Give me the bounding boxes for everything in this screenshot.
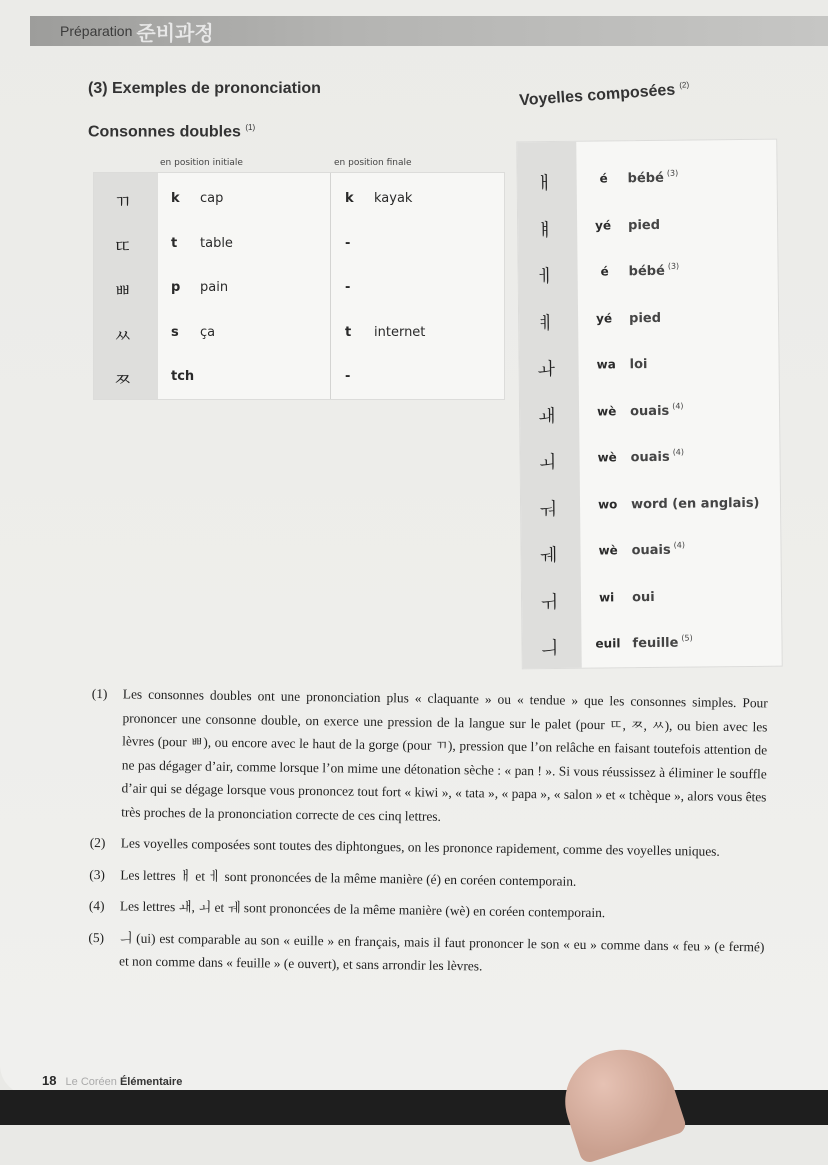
footnote bbox=[89, 862, 765, 895]
consonant-row bbox=[94, 315, 504, 355]
vowel-row bbox=[519, 299, 778, 342]
jamo-letter: ㅙ bbox=[538, 405, 556, 427]
romanization: wa bbox=[596, 357, 616, 372]
jamo-letter: ㄲ bbox=[114, 192, 132, 213]
footnote bbox=[89, 894, 765, 927]
footnote-ref: (2) bbox=[679, 80, 690, 90]
example-text: loi bbox=[629, 357, 648, 373]
romanization: yé bbox=[595, 217, 612, 233]
initial-romanization: k bbox=[171, 191, 180, 206]
initial-romanization: t bbox=[171, 235, 178, 251]
romanization: é bbox=[600, 264, 609, 279]
consonants-title bbox=[88, 123, 255, 141]
example-word bbox=[628, 217, 660, 232]
romanization: é bbox=[599, 171, 608, 186]
example-text: pied bbox=[629, 310, 662, 326]
page-footer bbox=[42, 1073, 182, 1088]
romanization: wi bbox=[598, 589, 615, 605]
jamo-letter: ㅆ bbox=[114, 325, 132, 347]
example-text: bébé bbox=[628, 263, 665, 280]
example-word bbox=[630, 447, 685, 466]
footnote-text: ㅢ (ui) est comparable au son « euille » en français, mais il faut prononcer le son « eu » comme dans « feu » (e fermé) et non comme dans « feuille » (e ouvert), et sans arrondir les lèvres. bbox=[119, 929, 765, 974]
footnote-number: (3) bbox=[89, 866, 106, 882]
footnote-ref: (4) bbox=[672, 401, 684, 411]
final-example: kayak bbox=[374, 191, 413, 206]
jamo-letter: ㅞ bbox=[539, 544, 558, 567]
example-text: pied bbox=[628, 217, 661, 233]
initial-romanization: s bbox=[171, 324, 179, 340]
chapter-label: Préparation bbox=[60, 23, 133, 39]
example-text: feuille bbox=[632, 635, 679, 652]
romanization: wè bbox=[596, 403, 617, 419]
example-word bbox=[630, 357, 648, 372]
jamo-letter: ㅒ bbox=[536, 219, 554, 241]
consonant-row bbox=[94, 226, 504, 266]
vowels-title bbox=[519, 80, 690, 110]
example-word bbox=[632, 633, 693, 652]
example-text: ouais bbox=[629, 403, 670, 419]
final-romanization: - bbox=[345, 235, 351, 251]
consonants-table bbox=[93, 172, 505, 400]
final-romanization: - bbox=[345, 369, 351, 384]
footnote-ref: (5) bbox=[681, 633, 693, 643]
consonants-title-text: Consonnes doubles bbox=[88, 123, 241, 141]
jamo-letter: ㅐ bbox=[535, 172, 554, 195]
initial-example: pain bbox=[200, 280, 229, 295]
page-number: 18 bbox=[42, 1073, 57, 1088]
footnote-text: Les voyelles composées sont toutes des diphtongues, on les prononce rapidement, comme des voyelles uniques. bbox=[120, 835, 720, 859]
example-text: bébé bbox=[627, 170, 664, 187]
footnote bbox=[90, 682, 768, 832]
footnote-ref: (4) bbox=[673, 540, 686, 550]
section-title: (3) Exemples de prononciation bbox=[88, 80, 321, 97]
example-word bbox=[628, 261, 680, 280]
footnote bbox=[88, 925, 765, 981]
column-header-final: en position finale bbox=[334, 158, 412, 168]
example-word bbox=[631, 540, 686, 559]
chapter-label-korean: 준비과정 bbox=[136, 20, 214, 45]
jamo-letter: ㅘ bbox=[537, 358, 556, 381]
example-text: word (en anglais) bbox=[630, 495, 760, 512]
footnote-number: (4) bbox=[88, 897, 105, 914]
vowel-row bbox=[518, 253, 777, 296]
footnote-number: (1) bbox=[91, 685, 108, 702]
background bbox=[0, 1090, 828, 1125]
final-romanization: t bbox=[345, 324, 352, 340]
book-title-light: Le Coréen bbox=[65, 1076, 117, 1088]
romanization: wè bbox=[597, 450, 617, 465]
vowel-row bbox=[517, 160, 776, 203]
footnote-ref: (4) bbox=[672, 447, 685, 457]
initial-example: table bbox=[200, 235, 233, 251]
footnote-text: Les lettres ㅙ, ㅚ et ㅞ sont prononcées de la même manière (wè) en coréen contemporain. bbox=[119, 898, 606, 921]
footnote-ref: (1) bbox=[245, 123, 256, 132]
vowels-table bbox=[516, 139, 783, 670]
footnote-ref: (3) bbox=[667, 261, 680, 271]
vowel-row bbox=[521, 485, 780, 528]
vowel-row bbox=[520, 439, 779, 482]
consonant-row bbox=[94, 359, 504, 399]
example-word bbox=[632, 589, 655, 604]
final-example: internet bbox=[374, 324, 426, 340]
example-text: oui bbox=[631, 589, 655, 605]
final-romanization: k bbox=[345, 191, 354, 206]
romanization: yé bbox=[596, 310, 613, 326]
romanization: wè bbox=[598, 543, 618, 558]
vowel-row bbox=[519, 346, 778, 389]
jamo-letter: ㄸ bbox=[114, 236, 132, 258]
initial-example: cap bbox=[200, 191, 224, 206]
consonant-row bbox=[94, 181, 504, 221]
example-word bbox=[629, 310, 661, 325]
vowel-row bbox=[522, 625, 781, 668]
jamo-letter: ㅔ bbox=[536, 265, 555, 288]
footnote-text: Les lettres ㅐ et ㅔ sont prononcées de la même manière (é) en coréen contemporain. bbox=[120, 866, 577, 889]
jamo-letter: ㅢ bbox=[540, 637, 559, 660]
consonant-row bbox=[94, 270, 504, 310]
footnote-text: Les consonnes doubles ont une prononciation plus « claquante » ou « tendue » que les consonnes simples. Pour prononcer une consonne double, on exerce une pression de la langue sur le palet (pour ㄸ, ㅉ, ㅆ), ou bien avec les lèvres (pour ㅃ), ou encore avec le haut de la gorge (pour ㄲ), pression que l’on relâche en faisant toutefois attention de ne pas dégager d’air, comme lorsque l’on mime une détonation sèche : « pan ! ». Si vous réussissez à éliminer le souffle d’air qui se dégage lorsque vous prononcez tout fort « kiwi », « tata », « papa », « salon » et « tchèque », alors vous êtes très proches de la prononciation correcte de ces cinq lettres. bbox=[121, 686, 768, 824]
vowel-row bbox=[518, 206, 777, 249]
jamo-letter: ㅉ bbox=[114, 370, 132, 391]
vowel-row bbox=[522, 578, 781, 621]
jamo-letter: ㅚ bbox=[538, 451, 557, 474]
initial-example: ça bbox=[200, 324, 216, 340]
vowel-row bbox=[521, 532, 780, 575]
footnote bbox=[90, 831, 766, 864]
romanization: wo bbox=[597, 496, 618, 512]
footnotes bbox=[88, 682, 768, 990]
book-title-bold: Élémentaire bbox=[119, 1076, 183, 1088]
example-word bbox=[631, 495, 760, 511]
column-header-initial: en position initiale bbox=[160, 158, 243, 168]
footnote-number: (2) bbox=[89, 834, 106, 851]
vowel-row bbox=[520, 392, 779, 435]
vowels-title-text: Voyelles composées bbox=[518, 81, 676, 110]
jamo-letter: ㅖ bbox=[537, 312, 555, 334]
jamo-letter: ㅝ bbox=[538, 498, 557, 520]
example-word bbox=[630, 403, 684, 419]
romanization: euil bbox=[595, 636, 621, 651]
initial-romanization: p bbox=[171, 280, 181, 295]
example-text: ouais bbox=[630, 449, 670, 466]
example-text: ouais bbox=[631, 542, 671, 559]
jamo-letter: ㅃ bbox=[114, 281, 132, 302]
chapter-header bbox=[30, 16, 828, 46]
initial-romanization: tch bbox=[171, 369, 195, 384]
final-romanization: - bbox=[345, 280, 351, 295]
footnote-ref: (3) bbox=[666, 168, 679, 178]
example-word bbox=[627, 168, 679, 187]
jamo-letter: ㅟ bbox=[539, 591, 558, 613]
footnote-number: (5) bbox=[88, 929, 105, 945]
